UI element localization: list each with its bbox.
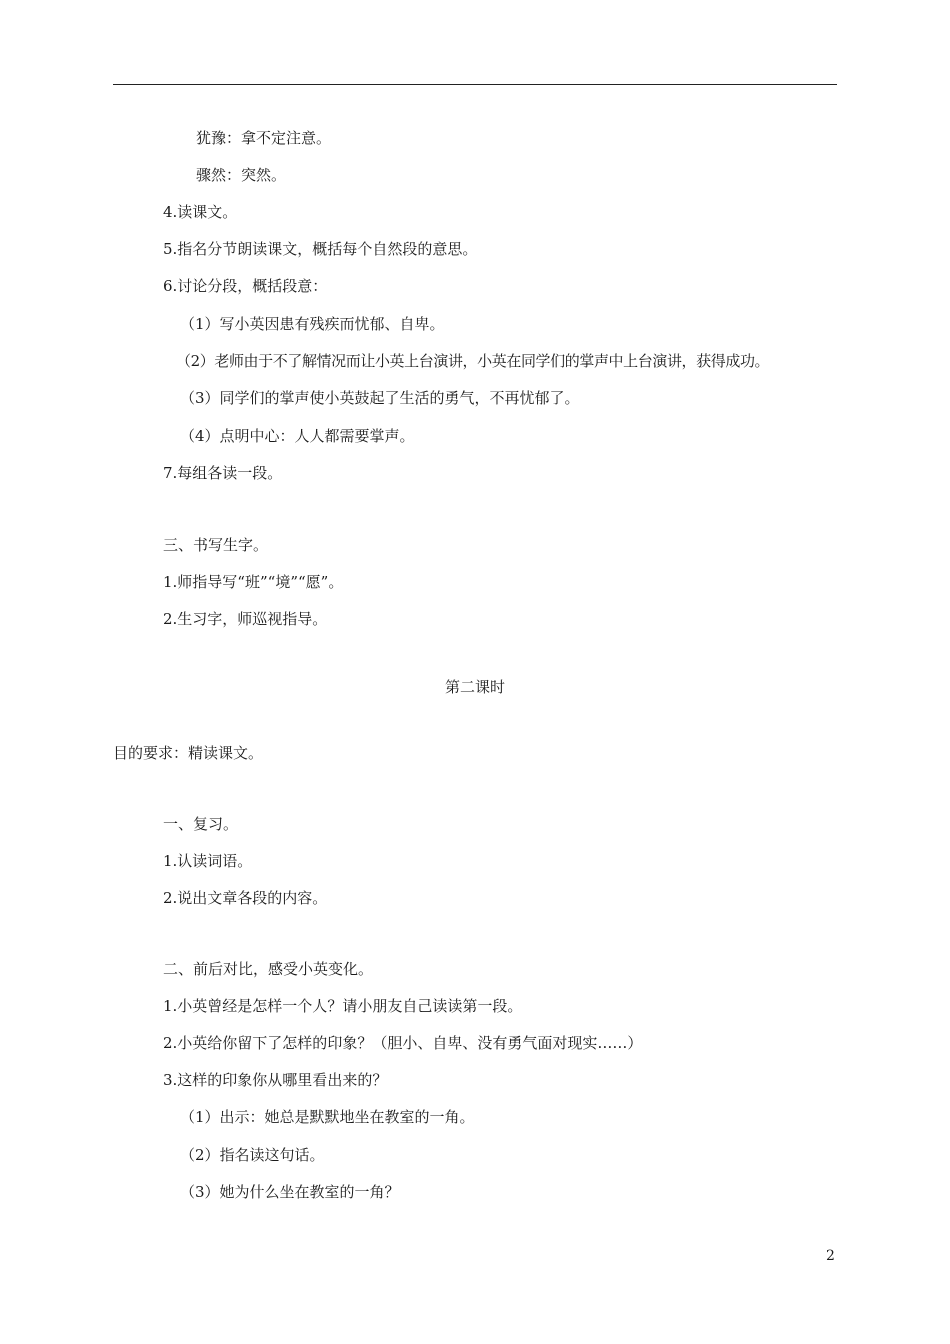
lesson-title: 第二课时 [444, 678, 505, 696]
text-line: 犹豫：拿不定注意。 [196, 129, 332, 147]
text-line: 7.每组各读一段。 [163, 464, 283, 482]
text-line: （2）指名读这句话。 [180, 1146, 325, 1164]
text-line: （1）出示：她总是默默地坐在教室的一角。 [180, 1108, 475, 1126]
text-line: 骤然：突然。 [196, 166, 287, 184]
text-line: 4.读课文。 [163, 203, 238, 221]
text-line: （4）点明中心：人人都需要掌声。 [180, 427, 415, 445]
text-line: 1.师指导写“班”“境”“愿”。 [163, 573, 344, 591]
section-heading: 一、复习。 [163, 815, 239, 833]
text-line: 2.小英给你留下了怎样的印象？（胆小、自卑、没有勇气面对现实……） [163, 1034, 643, 1052]
text-line: 5.指名分节朗读课文，概括每个自然段的意思。 [163, 240, 478, 258]
text-line: （3）她为什么坐在教室的一角？ [180, 1183, 400, 1201]
text-line: （3）同学们的掌声使小英鼓起了生活的勇气，不再忧郁了。 [180, 389, 580, 407]
text-line: 1.认读词语。 [163, 852, 253, 870]
header-rule [113, 84, 837, 85]
objective-line: 目的要求：精读课文。 [113, 744, 264, 762]
text-line: 1.小英曾经是怎样一个人？请小朋友自己读读第一段。 [163, 997, 523, 1015]
section-heading: 三、书写生字。 [163, 536, 269, 554]
section-heading: 二、前后对比，感受小英变化。 [163, 960, 374, 978]
page-number: 2 [826, 1248, 835, 1264]
text-line: 3.这样的印象你从哪里看出来的？ [163, 1071, 388, 1089]
text-line: （1）写小英因患有残疾而忧郁、自卑。 [180, 315, 445, 333]
text-line: （2）老师由于不了解情况而让小英上台演讲，小英在同学们的掌声中上台演讲，获得成功。 [176, 352, 770, 370]
text-line: 2.生习字，师巡视指导。 [163, 610, 328, 628]
text-line: 6.讨论分段，概括段意： [163, 277, 328, 295]
text-line: 2.说出文章各段的内容。 [163, 889, 328, 907]
